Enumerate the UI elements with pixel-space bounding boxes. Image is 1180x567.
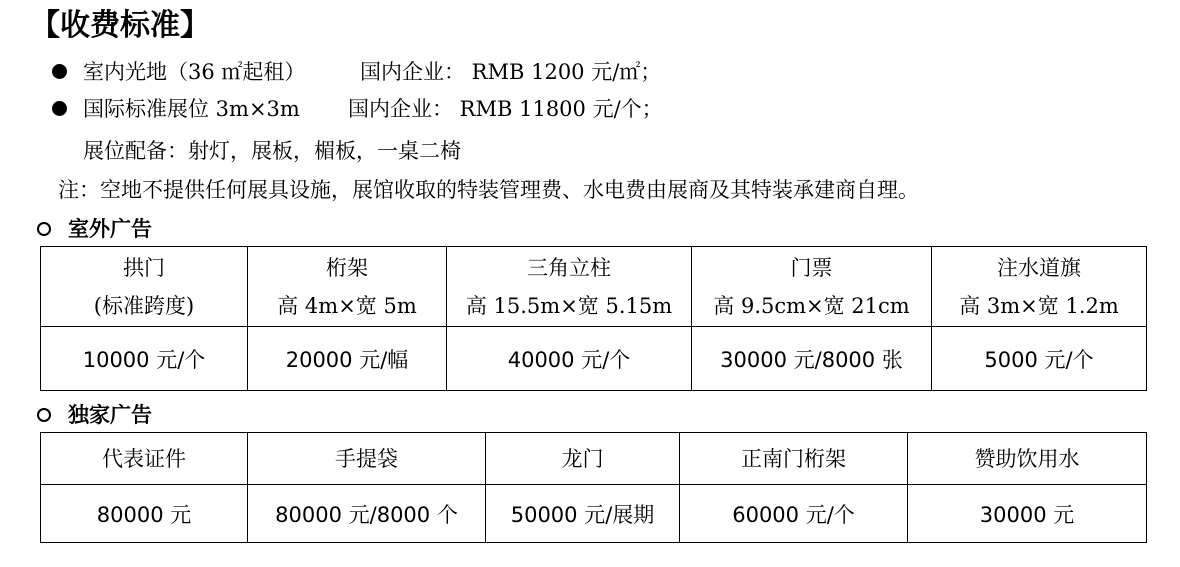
item-indoor-space: 室内光地（36 ㎡起租） — [83, 60, 306, 84]
booth-config: 展位配备：射灯，展板，楣板，一桌二椅 — [83, 139, 461, 163]
table-cell: 50000 元/展期 — [486, 485, 680, 543]
table-cell: 20000 元/幅 — [248, 327, 447, 391]
circle-icon — [37, 222, 51, 236]
table-cell: 30000 元/8000 张 — [692, 327, 932, 391]
section-heading-outdoor: 室外广告 — [68, 217, 152, 241]
section-heading-exclusive: 独家广告 — [68, 403, 152, 427]
table-cell: 60000 元/个 — [680, 485, 908, 543]
bullet-icon — [52, 64, 67, 79]
item-indoor-price: 国内企业： RMB 1200 元/㎡； — [360, 60, 662, 84]
table-cell: 门票 高 9.5cm×宽 21cm — [692, 247, 932, 327]
table-cell: 龙门 — [486, 433, 680, 485]
table-cell: 40000 元/个 — [447, 327, 692, 391]
item-standard-booth: 国际标准展位 3m×3m — [83, 97, 300, 121]
table-cell: 手提袋 — [248, 433, 486, 485]
exclusive-ad-table — [40, 432, 1147, 543]
table-cell: 三角立柱 高 15.5m×宽 5.15m — [447, 247, 692, 327]
table-cell: 赞助饮用水 — [908, 433, 1147, 485]
bullet-icon — [52, 101, 67, 116]
item-booth-price: 国内企业： RMB 11800 元/个； — [348, 97, 663, 121]
table-cell: 拱门 (标准跨度) — [41, 247, 248, 327]
table-cell: 注水道旗 高 3m×宽 1.2m — [932, 247, 1147, 327]
table-cell: 正南门桁架 — [680, 433, 908, 485]
table-cell: 桁架 高 4m×宽 5m — [248, 247, 447, 327]
table-cell: 10000 元/个 — [41, 327, 248, 391]
table-cell: 80000 元/8000 个 — [248, 485, 486, 543]
note: 注：空地不提供任何展具设施，展馆收取的特装管理费、水电费由展商及其特装承建商自理。 — [58, 178, 919, 202]
page-title: 【收费标准】 — [30, 8, 210, 43]
table-cell: 30000 元 — [908, 485, 1147, 543]
table-cell: 80000 元 — [41, 485, 248, 543]
table-cell: 5000 元/个 — [932, 327, 1147, 391]
outdoor-ad-table — [40, 246, 1147, 391]
circle-icon — [37, 408, 51, 422]
table-cell: 代表证件 — [41, 433, 248, 485]
